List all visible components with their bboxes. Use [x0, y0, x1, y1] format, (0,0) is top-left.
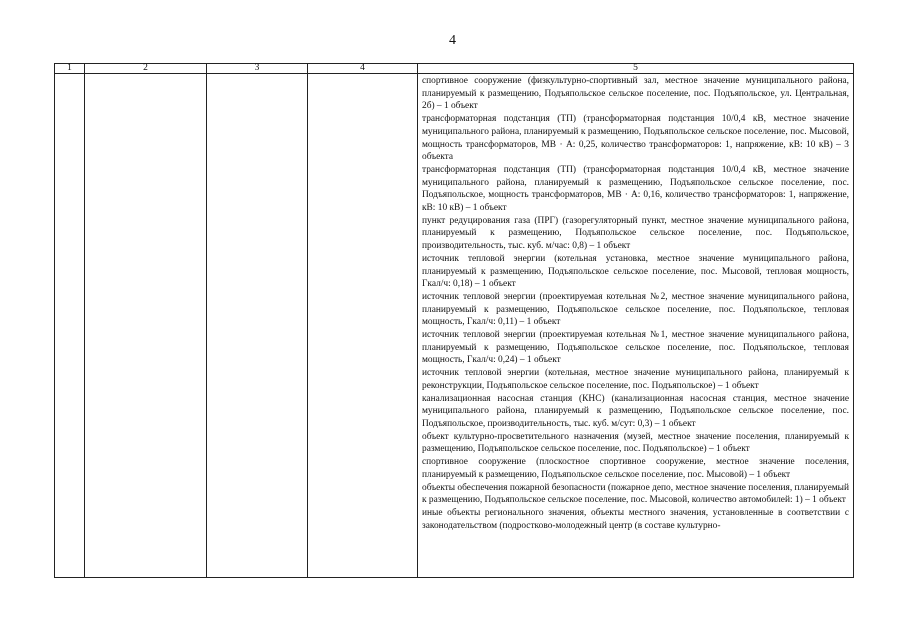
column-header-2: 2 — [85, 64, 207, 74]
list-item: спортивное сооружение (физкультурно-спортивный зал, местное значение муниципального района, планируемый к размещению, Подъяпольское сельское поселение, пос. Подъяпольское, ул. Центральная, 2б) – 1 объект — [422, 76, 849, 112]
document-table — [54, 63, 854, 578]
list-item: источник тепловой энергии (проектируемая котельная №2, местное значение муниципального района, планируемый к размещению, Подъяпольское сельское поселение, пос. Подъяпольское, тепловая мощность, Гкал/ч: 0,11) – 1 объект — [422, 291, 849, 328]
cell-col-5 — [418, 74, 854, 578]
header-row — [55, 64, 854, 74]
list-item: источник тепловой энергии (проектируемая котельная №1, местное значение муниципального района, планируемый к размещению, Подъяпольское сельское поселение, пос. Подъяпольское, тепловая мощность, Гкал/ч: 0,24) – 1 объект — [422, 330, 849, 366]
cell-col-1 — [55, 74, 85, 578]
list-item: объект культурно-просветительного назначения (музей, местное значение поселения, планируемый к размещению, Подъяпольское сельское поселение, пос. Подъяпольское) – 1 объект — [422, 431, 849, 455]
list-item: канализационная насосная станция (КНС) (канализационная насосная станция, местное значение муниципального района, планируемый к размещению, Подъяпольское сельское поселение, пос. Подъяпольское, производительность, тыс. куб. м/сут: 0,3) – 1 объект — [422, 393, 849, 429]
list-item: трансформаторная подстанция (ТП) (трансформаторная подстанция 10/0,4 кВ, местное значение муниципального района, планируемый к размещению, Подъяпольское сельское поселение, пос. Мысовой, мощность трансформаторов, МВ · А: 0,25, количество трансформаторов: 1, напряжение, кВ: 10 кВ) – 3 объекта — [422, 114, 849, 163]
column-header-5: 5 — [418, 64, 854, 74]
list-item: иные объекты регионального значения, объекты местного значения, установленные в соответствии с законодательством (подростково-молодежный центр (в составе культурно- — [422, 507, 849, 531]
column-header-4: 4 — [308, 64, 418, 74]
list-item: объекты обеспечения пожарной безопасности (пожарное депо, местное значение поселения, планируемый к размещению, Подъяпольское сельское поселение, пос. Мысовой, количество автомобилей: 1) – 1 объект — [422, 482, 849, 506]
list-item: источник тепловой энергии (котельная, местное значение муниципального района, планируемый к реконструкции, Подъяпольское сельское поселение, пос. Подъяпольское) – 1 объект — [422, 368, 849, 391]
cell-col-3 — [207, 74, 308, 578]
column-header-1: 1 — [55, 64, 85, 74]
object-list — [418, 74, 853, 577]
list-item: пункт редуцирования газа (ПРГ) (газорегуляторный пункт, местное значение муниципального района, планируемый к размещению, Подъяпольское сельское поселение, пос. Подъяпольское, производительность, тыс. куб. м/час: 0,8) – 1 объект — [422, 215, 849, 252]
list-item: трансформаторная подстанция (ТП) (трансформаторная подстанция 10/0,4 кВ, местное значение муниципального района, планируемый к размещению, Подъяпольское сельское поселение, пос. Подъяпольское, мощность трансформаторов, МВ · А: 0,16, количество трансформаторов: 1, напряжение, кВ: 10 кВ) – 1 объект — [422, 164, 849, 214]
list-item: спортивное сооружение (плоскостное спортивное сооружение, местное значение поселения, планируемый к размещению, Подъяпольское сельское поселение, пос. Мысовой) – 1 объект — [422, 457, 849, 480]
cell-col-4 — [308, 74, 418, 578]
column-header-3: 3 — [207, 64, 308, 74]
cell-col-2 — [85, 74, 207, 578]
list-item: источник тепловой энергии (котельная установка, местное значение муниципального района, планируемый к размещению, Подъяпольское сельское поселение, пос. Мысовой, тепловая мощность, Гкал/ч: 0,18) – 1 объект — [422, 253, 849, 290]
table-row — [55, 74, 854, 578]
page-number: 4 — [449, 33, 456, 48]
